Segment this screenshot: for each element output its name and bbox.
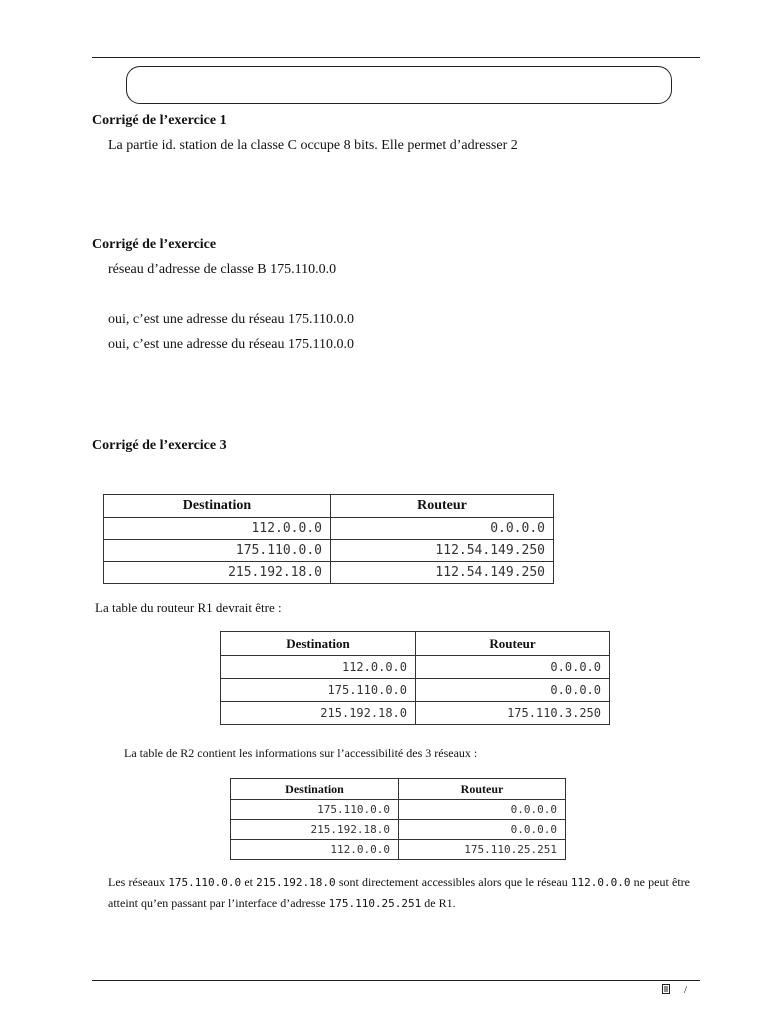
table-cell: 175.110.3.250 <box>416 702 610 725</box>
conclusion-text: ne peut être atteint qu’en passant par l’interface d’adresse <box>108 875 690 910</box>
exercise3-heading: Corrigé de l’exercice 3 <box>92 438 227 453</box>
conclusion-text: de R1. <box>421 896 456 910</box>
table-header: Routeur <box>399 779 566 800</box>
table-cell: 0.0.0.0 <box>331 518 554 540</box>
table-cell: 215.192.18.0 <box>231 820 399 840</box>
table-header: Destination <box>104 495 331 518</box>
caption-r2: La table de R2 contient les informations sur l’accessibilité des 3 réseaux : <box>124 746 478 760</box>
exercise2-line3: oui, c’est une adresse du réseau 175.110.0.0 <box>108 337 354 352</box>
table-cell: 175.110.0.0 <box>221 679 416 702</box>
network-address: 175.110.0.0 <box>168 876 242 889</box>
page-number: / <box>684 984 688 996</box>
network-address: 112.0.0.0 <box>570 876 631 889</box>
exercise2-line1: réseau d’adresse de classe B 175.110.0.0 <box>108 262 337 277</box>
table-cell: 112.54.149.250 <box>331 562 554 584</box>
table-cell: 0.0.0.0 <box>399 800 566 820</box>
exercise2-heading: Corrigé de l’exercice <box>92 237 217 252</box>
caption-r1: La table du routeur R1 devrait être : <box>95 600 282 615</box>
table-header: Routeur <box>416 632 610 656</box>
footer-rule <box>92 980 700 981</box>
table-cell: 175.110.0.0 <box>104 540 331 562</box>
conclusion-text: et <box>241 875 257 889</box>
table-cell: 112.0.0.0 <box>104 518 331 540</box>
routing-table-2 <box>220 631 610 725</box>
exercise1-heading: Corrigé de l’exercice 1 <box>92 113 227 128</box>
conclusion-text: sont directement accessibles alors que le réseau <box>335 875 571 889</box>
table-cell: 112.54.149.250 <box>331 540 554 562</box>
table-cell: 112.0.0.0 <box>231 840 399 860</box>
routing-table-1 <box>103 494 554 584</box>
table-header: Routeur <box>331 495 554 518</box>
conclusion-text: Les réseaux <box>108 875 169 889</box>
table-cell: 112.0.0.0 <box>221 656 416 679</box>
network-address: 215.192.18.0 <box>256 876 336 889</box>
conclusion-paragraph <box>108 872 690 914</box>
table-cell: 215.192.18.0 <box>104 562 331 584</box>
table-cell: 0.0.0.0 <box>416 656 610 679</box>
header-rule <box>92 57 700 58</box>
exercise1-text: La partie id. station de la classe C occupe 8 bits. Elle permet d’adresser 2 <box>108 138 518 153</box>
table-cell: 0.0.0.0 <box>399 820 566 840</box>
document-icon <box>662 984 670 997</box>
table-cell: 215.192.18.0 <box>221 702 416 725</box>
table-cell: 175.110.0.0 <box>231 800 399 820</box>
table-cell: 0.0.0.0 <box>416 679 610 702</box>
table-header: Destination <box>221 632 416 656</box>
table-cell: 175.110.25.251 <box>399 840 566 860</box>
routing-table-3 <box>230 778 566 860</box>
exercise2-line2: oui, c’est une adresse du réseau 175.110.0.0 <box>108 312 354 327</box>
interface-address: 175.110.25.251 <box>328 897 422 910</box>
table-header: Destination <box>231 779 399 800</box>
title-box <box>126 66 672 104</box>
